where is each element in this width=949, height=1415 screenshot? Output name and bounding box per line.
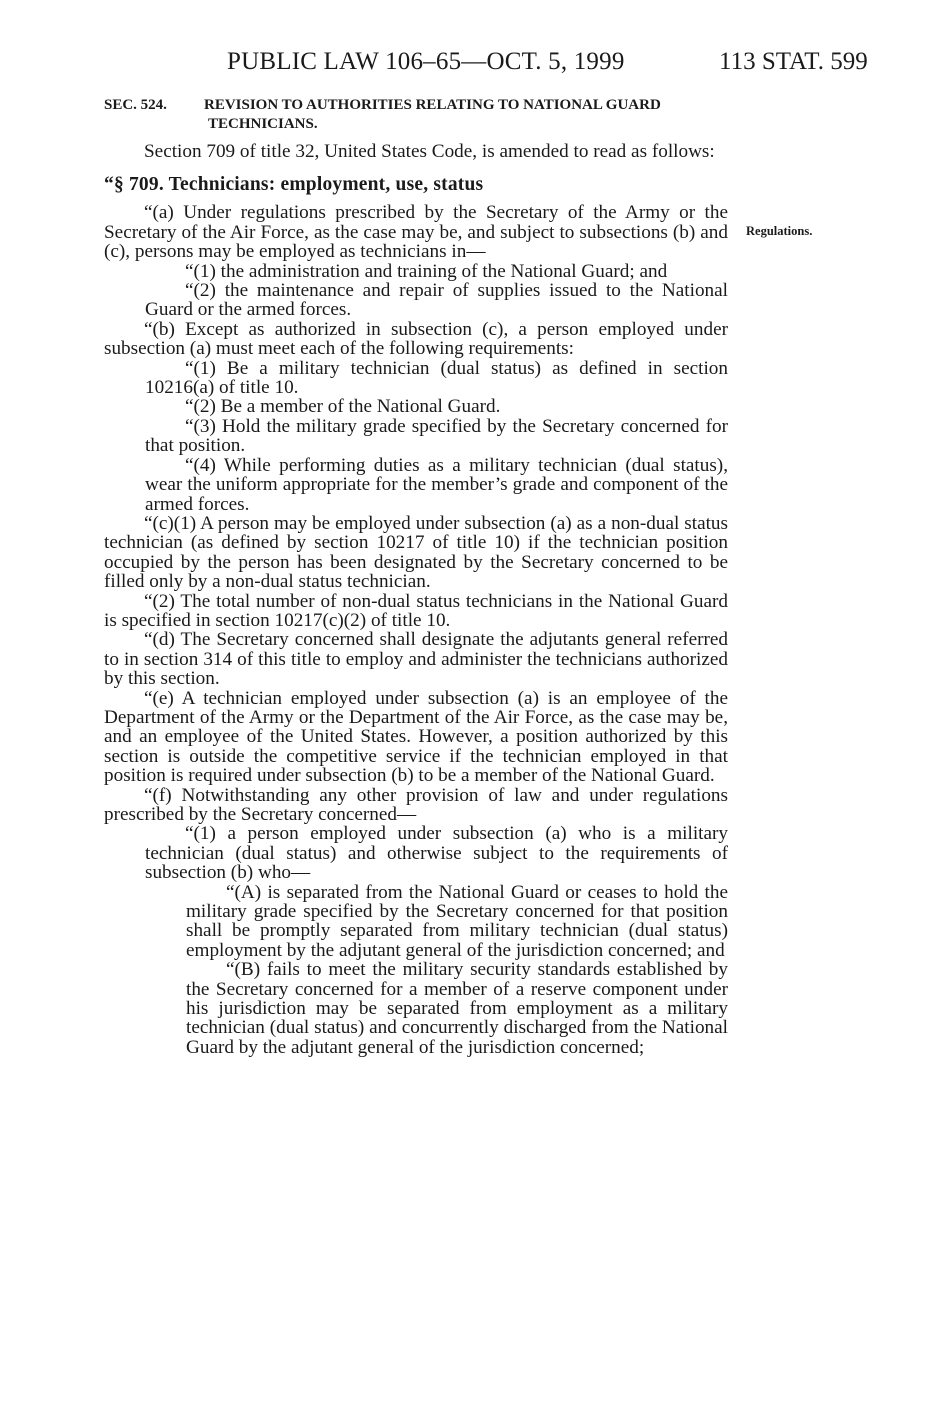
section-heading [104, 96, 728, 134]
paragraph-b-1: “(1) Be a military technician (dual status) as defined in section 10216(a) of title 10. [145, 357, 728, 399]
document-body [104, 96, 728, 1057]
section-title: REVISION TO AUTHORITIES RELATING TO NATIONAL GUARD TECHNICIANS. [204, 97, 661, 132]
running-header-title: PUBLIC LAW 106–65—OCT. 5, 1999 [227, 48, 625, 75]
paragraph-e: “(e) A technician employed under subsection (a) is an employee of the Department of the Army or the Department of the Air Force, as the case may be, and an employee of the United States. However, a position authorized by this section is outside the competitive service if the technician employed in that position is required under subsection (b) to be a member of the National Guard. [104, 687, 728, 787]
section-number: SEC. 524. [104, 97, 167, 113]
paragraph-b-2: “(2) Be a member of the National Guard. [185, 396, 501, 418]
paragraph-b-4: “(4) While performing duties as a military technician (dual status), wear the uniform appropriate for the member’s grade and component of the armed forces. [145, 454, 728, 515]
paragraph-f-1: “(1) a person employed under subsection (a) who is a military technician (dual status) and otherwise subject to the requirements of subsection (b) who— [145, 823, 728, 884]
intro-paragraph: Section 709 of title 32, United States Code, is amended to read as follows: [144, 141, 715, 162]
paragraph-b-3: “(3) Hold the military grade specified by the Secretary concerned for that position. [145, 415, 728, 457]
page-header [0, 48, 949, 88]
paragraph-a-1: “(1) the administration and training of the National Guard; and [185, 260, 668, 282]
paragraph-c-2: “(2) The total number of non-dual status technicians in the National Guard is specified in section 10217(c)(2) of title 10. [104, 590, 728, 631]
margin-note-regulations: Regulations. [746, 224, 813, 238]
paragraph-d: “(d) The Secretary concerned shall designate the adjutants general referred to in section 314 of this title to employ and administer the technicians authorized by this section. [104, 629, 728, 690]
paragraph-a: “(a) Under regulations prescribed by the Secretary of the Army or the Secretary of the Air Force, as the case may be, and subject to subsections (b) and (c), persons may be employed as technicians in— [104, 202, 728, 263]
code-section-heading: “§ 709. Technicians: employment, use, status [104, 174, 484, 196]
paragraph-a-2: “(2) the maintenance and repair of supplies issued to the National Guard or the armed forces. [145, 280, 728, 321]
page-number: 113 STAT. 599 [719, 48, 868, 75]
paragraph-f: “(f) Notwithstanding any other provision of law and under regulations prescribed by the Secretary concerned— [104, 784, 728, 825]
paragraph-c-1: “(c)(1) A person may be employed under subsection (a) as a non-dual status technician (as defined by section 10217 of title 10) if the technician position occupied by the person has been designated by the Secretary concerned to be filled only by a non-dual status technician. [104, 512, 728, 593]
paragraph-f-1-a: “(A) is separated from the National Guard or ceases to hold the military grade specified by the Secretary concerned for that position shall be promptly separated from military technician (dual status) employment by the adjutant general of the jurisdiction concerned; and [186, 881, 728, 961]
paragraph-b: “(b) Except as authorized in subsection (c), a person employed under subsection (a) must meet each of the following requirements: [104, 318, 728, 360]
paragraph-f-1-b: “(B) fails to meet the military security standards established by the Secretary concerned for a member of a reserve component under his jurisdiction may be separated from employment as a military technician (dual status) and concurrently discharged from the National Guard by the adjutant general of the jurisdiction concerned; [186, 959, 728, 1058]
